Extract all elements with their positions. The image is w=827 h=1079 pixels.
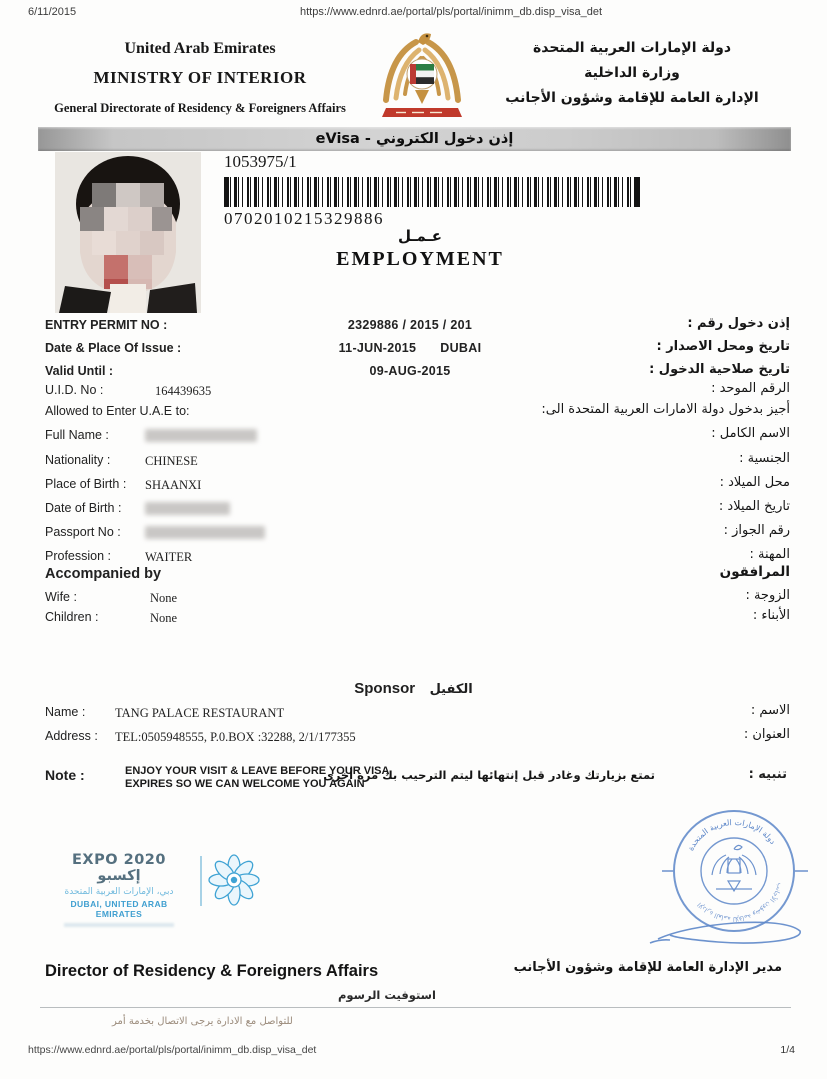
- contact-note-ar: للتواصل مع الادارة يرجى الاتصال بخدمة أمر: [112, 1016, 293, 1027]
- expo-logo-divider: [200, 856, 202, 906]
- page-number: 1/4: [780, 1044, 795, 1056]
- footer-url: https://www.ednrd.ae/portal/pls/portal/inimm_db.disp_visa_det: [28, 1044, 317, 1056]
- expo-logo-subtitle-en: DUBAI, UNITED ARAB EMIRATES: [70, 899, 168, 919]
- ministry-name-en: MINISTRY OF INTERIOR: [93, 68, 307, 87]
- birth-place-label-ar: محل الميلاد :: [719, 475, 790, 490]
- note-text-ar: تمتع بزيارتك وغادر قبل إنتهائها ليتم الترحيب بك مرة أخرى: [323, 768, 655, 782]
- children-label-ar: الأبناء :: [752, 608, 790, 623]
- passport-label-en: Passport No :: [45, 525, 121, 539]
- expo-logo-fineprint: [64, 923, 174, 927]
- visa-serial-number: 1053975/1: [224, 152, 297, 171]
- profession-label-ar: المهنة :: [749, 547, 790, 562]
- note-label-en: Note :: [45, 767, 85, 783]
- header-english: [50, 40, 350, 116]
- valid-until-label-ar: تاريخ صلاحية الدخول :: [649, 362, 790, 377]
- issue-place: DUBAI: [440, 341, 482, 355]
- print-url: https://www.ednrd.ae/portal/pls/portal/inimm_db.disp_visa_det: [300, 6, 603, 18]
- applicant-photo: [55, 152, 201, 313]
- uid-value: 164439635: [155, 384, 212, 398]
- birth-place-value: SHAANXI: [145, 478, 202, 492]
- row-place-of-birth: [45, 477, 790, 495]
- issue-value: [255, 341, 565, 355]
- accompanied-title-en: Accompanied by: [45, 566, 162, 582]
- issue-label-en: Date & Place Of Issue :: [45, 341, 182, 355]
- expo-logo-title: EXPO 2020 إكسبو: [72, 852, 166, 884]
- row-full-name: [45, 428, 790, 446]
- profession-label-en: Profession :: [45, 549, 112, 563]
- official-stamp: [642, 793, 817, 961]
- passport-label-ar: رقم الجواز :: [723, 523, 790, 538]
- nationality-label-en: Nationality :: [45, 453, 111, 467]
- fees-collected-ar: استوفيت الرسوم: [338, 988, 436, 1002]
- row-sponsor-address: [45, 729, 790, 747]
- barcode: [224, 177, 640, 207]
- evisa-title: eVisa - إذن دخول الكتروني: [315, 131, 514, 147]
- allowed-label-ar: أجيز بدخول دولة الامارات العربية المتحدة الى:: [541, 402, 790, 417]
- nationality-value: CHINESE: [145, 454, 198, 468]
- expo-logo-subtitle-ar: دبي، الإمارات العربية المتحدة: [64, 887, 174, 897]
- birth-date-label-en: Date of Birth :: [45, 501, 122, 515]
- directorate-name-ar: الإدارة العامة للإقامة وشؤون الأجانب: [505, 90, 759, 106]
- row-wife: [45, 590, 790, 608]
- stamp-ring-text: دولة الإمارات العربية المتحدة: [686, 817, 778, 853]
- uae-falcon-emblem-icon: [372, 26, 472, 126]
- note-text-en: ENJOY YOUR VISIT & LEAVE BEFORE YOUR VISA EXPIRES SO WE CAN WELCOME YOU AGAIN: [125, 765, 390, 790]
- row-sponsor-name: [45, 705, 790, 723]
- sponsor-title-en: Sponsor: [354, 680, 416, 697]
- uid-label-ar: الرقم الموحد :: [711, 381, 790, 396]
- profession-value: WAITER: [145, 550, 193, 564]
- wife-label-ar: الزوجة :: [745, 588, 790, 603]
- visa-type-english: EMPLOYMENT: [336, 248, 504, 270]
- row-nationality: [45, 453, 790, 471]
- sponsor-name-label-ar: الاسم :: [750, 703, 790, 718]
- row-children: [45, 610, 790, 628]
- row-valid-until: [45, 364, 790, 382]
- sponsor-address-value: TEL:0505948555, P.0.BOX :32288, 2/1/177355: [115, 730, 356, 744]
- country-name-en: United Arab Emirates: [124, 40, 276, 57]
- valid-until-value: 09-AUG-2015: [369, 364, 451, 378]
- issue-label-ar: تاريخ ومحل الاصدار :: [656, 339, 790, 354]
- entry-permit-label-ar: إذن دخول رقم :: [687, 316, 790, 331]
- header-arabic: [477, 40, 787, 115]
- signature-stroke: [650, 922, 800, 943]
- accompanied-title-ar: المرافقون: [719, 564, 790, 580]
- nationality-label-ar: الجنسية :: [739, 451, 790, 466]
- visa-type-arabic: عـمـل: [398, 227, 442, 245]
- children-label-en: Children :: [45, 610, 99, 624]
- row-date-of-birth: [45, 501, 790, 519]
- passport-value-redacted: [145, 526, 265, 539]
- sponsor-name-label-en: Name :: [45, 705, 86, 719]
- birth-date-label-ar: تاريخ الميلاد :: [718, 499, 790, 514]
- valid-until-label-en: Valid Until :: [45, 364, 114, 378]
- uid-label-en: U.I.D. No :: [45, 383, 104, 397]
- accompanied-title-row: [45, 566, 790, 584]
- children-value: None: [150, 611, 178, 625]
- row-passport: [45, 525, 790, 543]
- full-name-value-redacted: [145, 429, 257, 442]
- row-profession: [45, 549, 790, 567]
- ministry-name-ar: وزارة الداخلية: [584, 65, 680, 81]
- wife-value: None: [150, 591, 178, 605]
- allowed-label-en: Allowed to Enter U.A.E to:: [45, 404, 190, 418]
- directorate-name-en: General Directorate of Residency & Foreigners Affairs: [54, 101, 346, 115]
- expo-2020-logo-text: [48, 852, 190, 927]
- full-name-label-ar: الاسم الكامل :: [711, 426, 790, 441]
- country-name-ar: دولة الإمارات العربية المتحدة: [532, 40, 732, 56]
- sponsor-address-label-en: Address :: [45, 729, 98, 743]
- issue-date: 11-JUN-2015: [338, 341, 417, 355]
- row-uid: [45, 383, 790, 401]
- director-title-en: Director of Residency & Foreigners Affairs: [45, 962, 379, 980]
- birth-place-label-en: Place of Birth :: [45, 477, 127, 491]
- svg-text:الإدارة العامة للإقامة وشؤون ا: [696, 882, 785, 923]
- sponsor-title-row: [0, 680, 827, 698]
- director-title-ar: مدير الإدارة العامة للإقامة وشؤون الأجانب: [513, 960, 782, 975]
- sponsor-address-label-ar: العنوان :: [743, 727, 790, 742]
- wife-label-en: Wife :: [45, 590, 77, 604]
- full-name-label-en: Full Name :: [45, 428, 109, 442]
- entry-permit-label-en: ENTRY PERMIT NO :: [45, 318, 168, 332]
- barcode-number: 0702010215329886: [224, 209, 384, 228]
- footer-divider: [40, 1007, 791, 1008]
- note-label-ar: تنبيه :: [748, 767, 787, 782]
- stamp-ring-text-bottom: الإدارة العامة للإقامة وشؤون الأجانب: [695, 881, 785, 924]
- evisa-title-banner: [38, 127, 791, 151]
- sponsor-title-ar: الكفيل: [429, 682, 473, 697]
- svg-text:دولة الإمارات العربية المتحدة: [686, 818, 778, 852]
- sponsor-name-value: TANG PALACE RESTAURANT: [115, 706, 285, 720]
- row-allowed-to-enter: [45, 404, 790, 422]
- expo-rosette-icon: [208, 851, 260, 909]
- birth-date-value-redacted: [145, 502, 230, 515]
- print-date: 6/11/2015: [28, 6, 77, 18]
- row-entry-permit: [45, 318, 790, 336]
- row-issue: [45, 341, 790, 359]
- entry-permit-value: 2329886 / 2015 / 201: [347, 318, 473, 332]
